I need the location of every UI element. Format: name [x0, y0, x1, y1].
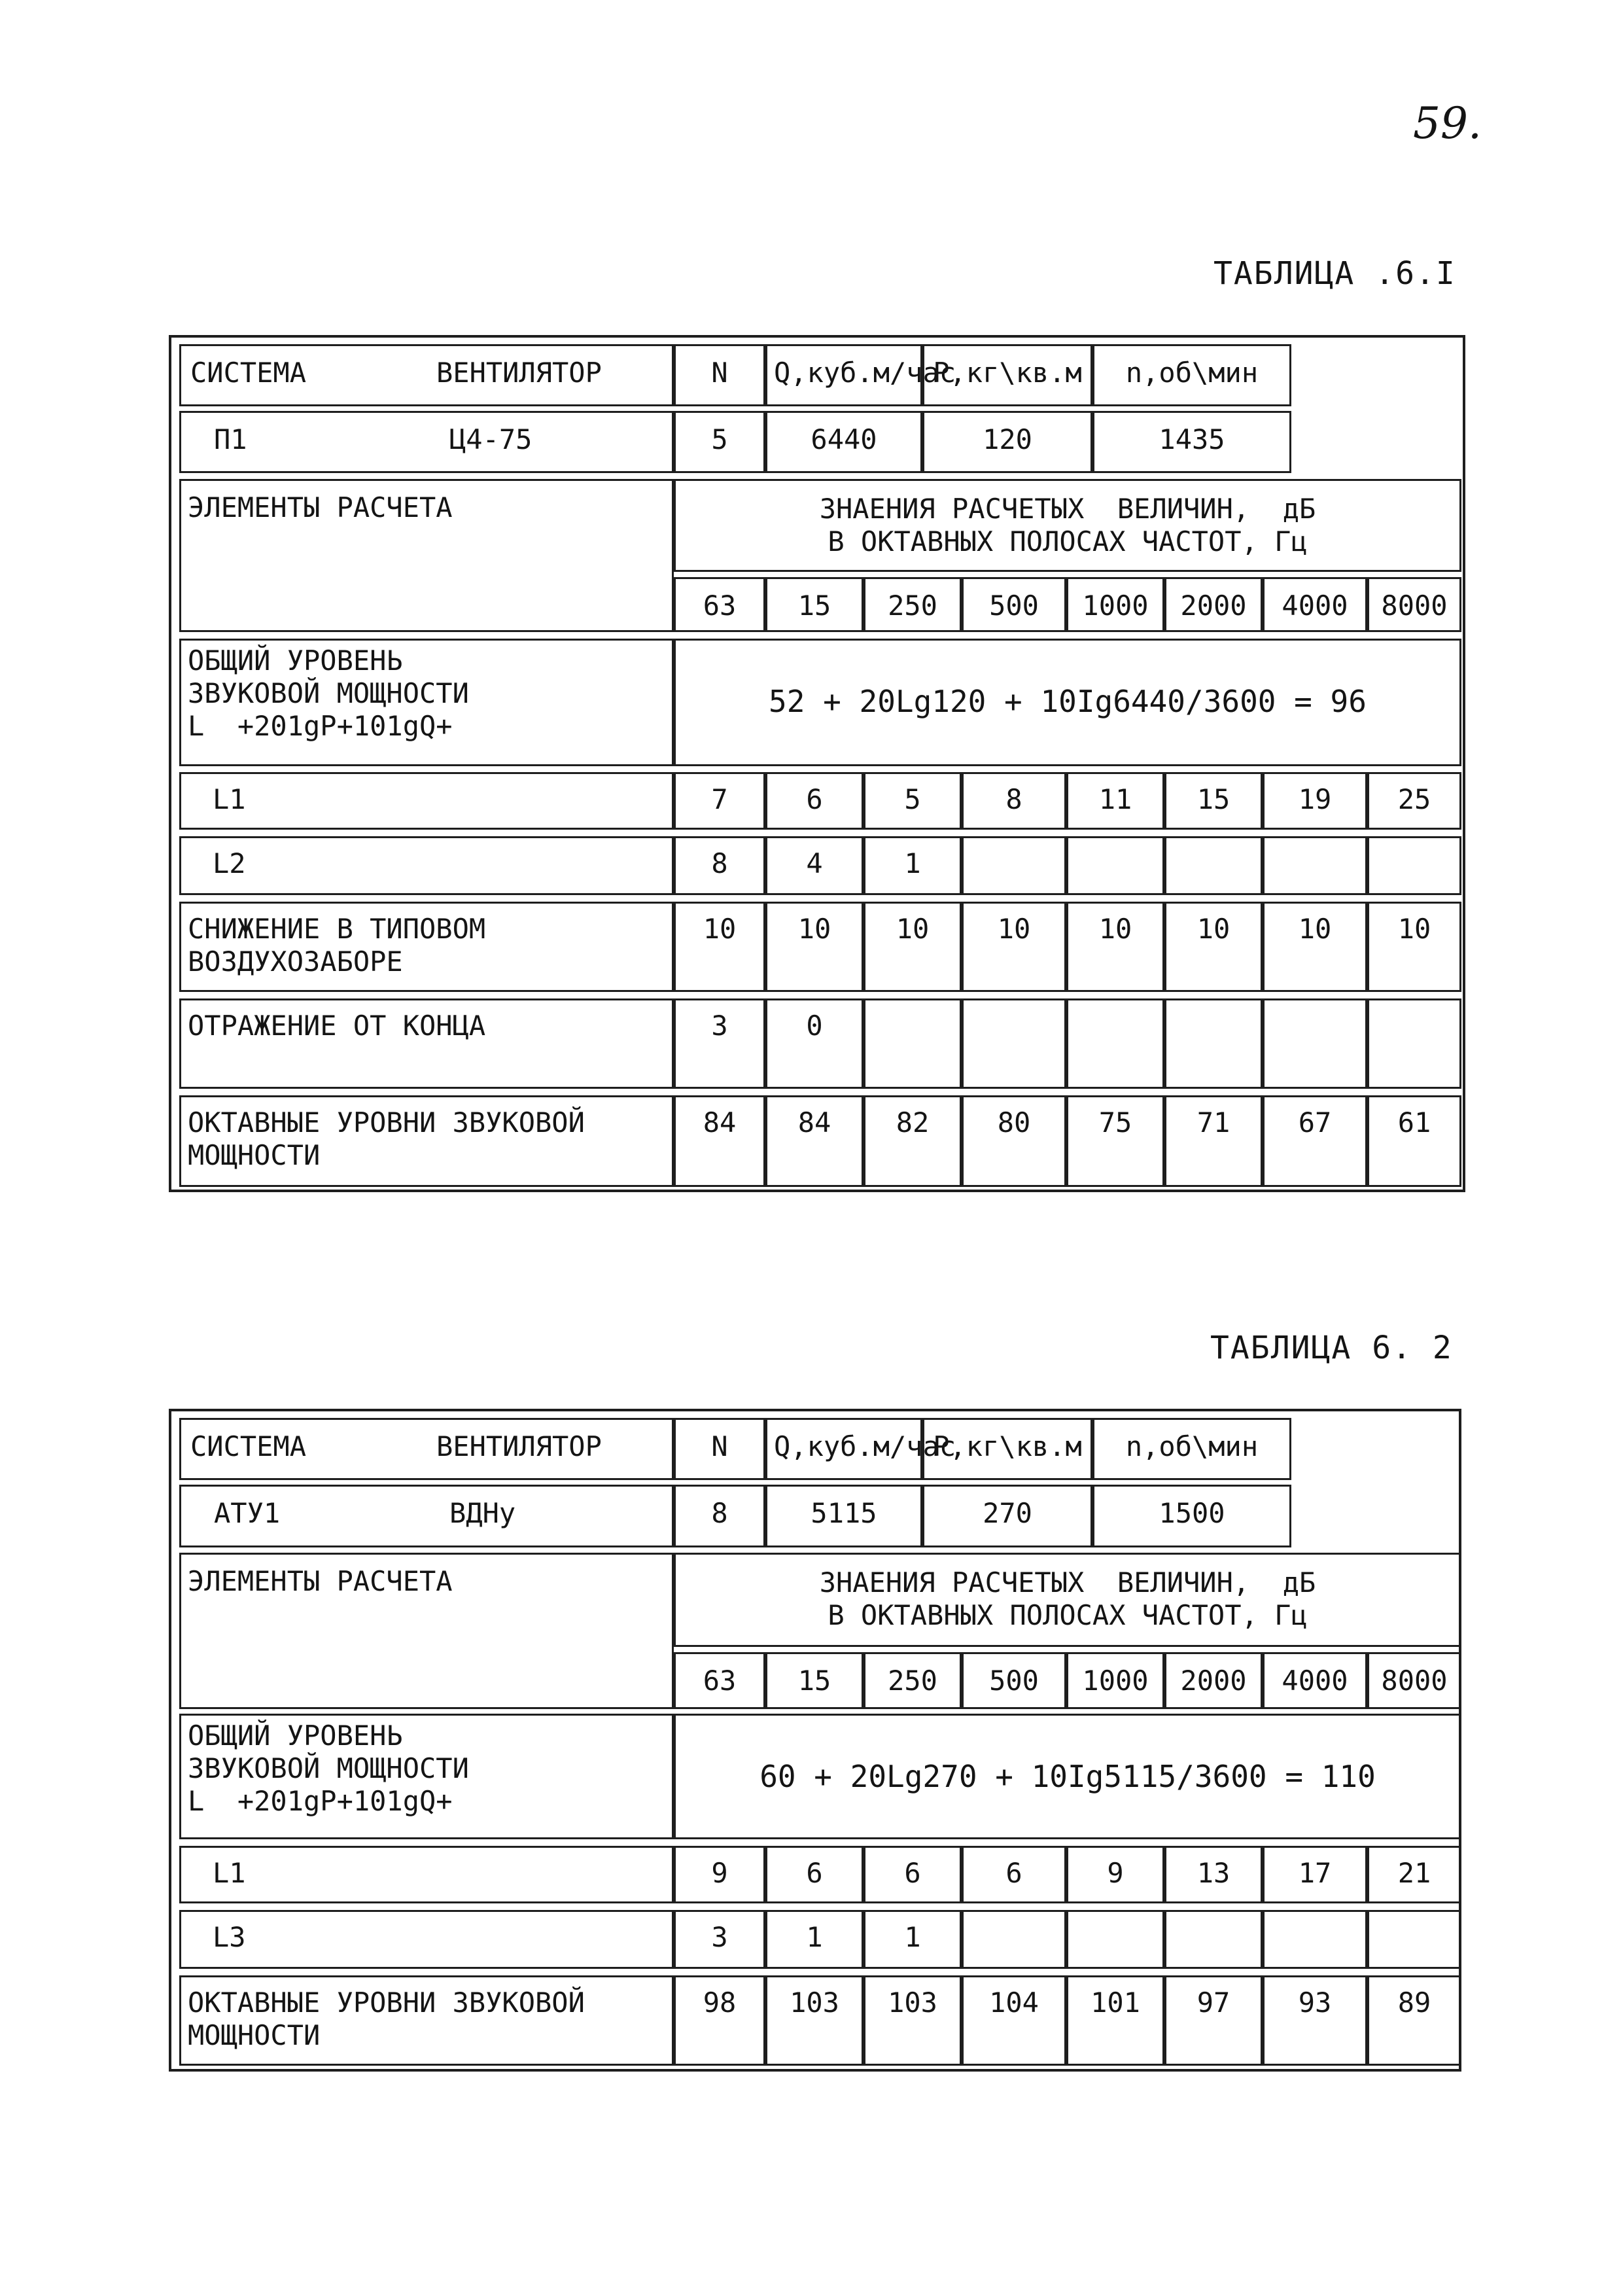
row-value-cell: [674, 772, 765, 830]
row-label-cell: [179, 1910, 674, 1969]
freq-label: 250: [888, 1665, 937, 1697]
value-n-cell: [674, 1485, 765, 1547]
row-value: 4: [806, 847, 823, 879]
row-label-line1: L3: [213, 1921, 246, 1953]
row-value: 10: [896, 913, 930, 945]
row-value-cell: [765, 1846, 864, 1903]
row-label-line1: ОКТАВНЫЕ УРОВНИ ЗВУКОВОЙ: [188, 1987, 585, 2019]
row-value-cell: [1367, 998, 1461, 1089]
value-p: 120: [983, 423, 1032, 455]
row-value: 80: [997, 1106, 1031, 1139]
row-value-cell: [1164, 902, 1263, 992]
row-value-cell: [1066, 1846, 1164, 1903]
row-label-cell: [179, 1975, 674, 2066]
freq-cell: [1164, 577, 1263, 632]
freq-label: 4000: [1282, 590, 1348, 622]
value-system-fan-cell: [179, 1485, 674, 1547]
row-label-cell: [179, 1846, 674, 1903]
row-value: 10: [703, 913, 737, 945]
row-value: 71: [1196, 1106, 1230, 1139]
freq-label: 2000: [1180, 1665, 1247, 1697]
row-value: 6: [806, 783, 823, 815]
row-value: 13: [1196, 1857, 1230, 1889]
row-value: 6: [904, 1857, 921, 1889]
total-line3: L +201gP+101gQ+: [188, 710, 453, 742]
row-value: 97: [1196, 1987, 1230, 2019]
row-value-cell: [1263, 1846, 1367, 1903]
row-value: 6: [1005, 1857, 1022, 1889]
row-value-cell: [765, 772, 864, 830]
row-value: 0: [806, 1010, 823, 1042]
elements-label: ЭЛЕМЕНТЫ РАСЧЕТА: [188, 1565, 453, 1597]
row-value-cell: [765, 836, 864, 895]
freq-label: 4000: [1282, 1665, 1348, 1697]
row-value-cell: [962, 1975, 1066, 2066]
header-rpm-cell: [1092, 1418, 1291, 1480]
table2-caption: ТАБЛИЦА 6. 2: [1210, 1330, 1453, 1366]
value-system: АТУ1: [214, 1497, 281, 1529]
row-value-cell: [864, 998, 962, 1089]
freq-cell: [1164, 1652, 1263, 1709]
freq-label: 2000: [1180, 590, 1247, 622]
row-value-cell: [1263, 1910, 1367, 1969]
header-fan: ВЕНТИЛЯТОР: [436, 1430, 602, 1462]
header-n: N: [711, 357, 728, 389]
row-value: 93: [1298, 1987, 1332, 2019]
header-n-cell: [674, 344, 765, 406]
row-value: 19: [1298, 783, 1332, 815]
value-q: 6440: [811, 423, 877, 455]
total-formula: 52 + 20Lg120 + 10Ig6440/3600 = 96: [769, 684, 1367, 719]
row-value-cell: [765, 1910, 864, 1969]
row-value-cell: [1367, 1975, 1461, 2066]
freq-label: 63: [703, 590, 737, 622]
total-line3: L +201gP+101gQ+: [188, 1785, 453, 1817]
total-line2: ЗВУКОВОЙ МОЩНОСТИ: [188, 1752, 469, 1784]
header-p: Р,кг\кв.м: [933, 357, 1082, 389]
freq-cell: [1263, 1652, 1367, 1709]
row-label-line1: ОКТАВНЫЕ УРОВНИ ЗВУКОВОЙ: [188, 1106, 585, 1139]
row-label-line1: ОТРАЖЕНИЕ ОТ КОНЦА: [188, 1010, 486, 1042]
row-value-cell: [962, 836, 1066, 895]
freq-cell: [1367, 1652, 1461, 1709]
value-n: 5: [711, 423, 728, 455]
row-value-cell: [674, 1846, 765, 1903]
row-value-cell: [1164, 1975, 1263, 2066]
row-value-cell: [674, 1910, 765, 1969]
values-title-line2: В ОКТАВНЫХ ПОЛОСАХ ЧАСТОТ, Гц: [828, 525, 1308, 557]
value-p: 270: [983, 1497, 1032, 1529]
header-system-fan-cell: [179, 344, 674, 406]
total-formula: 60 + 20Lg270 + 10Ig5115/3600 = 110: [759, 1759, 1376, 1794]
row-value-cell: [1263, 1095, 1367, 1187]
elements-label-cell: [179, 479, 674, 632]
row-value: 61: [1397, 1106, 1431, 1139]
freq-cell: [1066, 577, 1164, 632]
freq-label: 1000: [1082, 1665, 1149, 1697]
row-value: 3: [711, 1010, 728, 1042]
value-q-cell: [765, 1485, 922, 1547]
total-formula-cell: [674, 1714, 1461, 1839]
row-label-cell: [179, 902, 674, 992]
row-label-line1: СНИЖЕНИЕ В ТИПОВОМ: [188, 913, 486, 945]
row-value: 15: [1196, 783, 1230, 815]
table1: [169, 335, 1465, 1192]
value-rpm-cell: [1092, 1485, 1291, 1547]
row-value: 84: [703, 1106, 737, 1139]
row-value: 10: [1098, 913, 1132, 945]
row-value-cell: [765, 902, 864, 992]
total-line1: ОБЩИЙ УРОВЕНЬ: [188, 1720, 403, 1752]
freq-cell: [962, 577, 1066, 632]
page-number: 59.: [1413, 98, 1482, 149]
values-title-line1: ЗНАЕНИЯ РАСЧЕТЫХ ВЕЛИЧИН, дБ: [819, 493, 1316, 525]
row-value-cell: [1164, 1846, 1263, 1903]
row-value-cell: [674, 1095, 765, 1187]
row-value-cell: [864, 902, 962, 992]
freq-label: 250: [888, 590, 937, 622]
row-value-cell: [765, 1095, 864, 1187]
row-value-cell: [765, 1975, 864, 2066]
freq-label: 1000: [1082, 590, 1149, 622]
row-value-cell: [864, 1095, 962, 1187]
value-p-cell: [922, 1485, 1092, 1547]
row-value-cell: [962, 1846, 1066, 1903]
freq-label: 8000: [1381, 1665, 1448, 1697]
elements-label: ЭЛЕМЕНТЫ РАСЧЕТА: [188, 491, 453, 523]
row-value: 82: [896, 1106, 930, 1139]
header-system-fan-cell: [179, 1418, 674, 1480]
row-value-cell: [1263, 1975, 1367, 2066]
row-label-cell: [179, 998, 674, 1089]
row-value-cell: [962, 1910, 1066, 1969]
values-title-cell: [674, 479, 1461, 572]
freq-label: 15: [797, 1665, 831, 1697]
header-p-cell: [922, 344, 1092, 406]
row-value-cell: [1066, 836, 1164, 895]
row-value-cell: [1164, 836, 1263, 895]
row-value-cell: [1066, 998, 1164, 1089]
freq-cell: [1367, 577, 1461, 632]
row-value-cell: [864, 1846, 962, 1903]
row-value: 103: [790, 1987, 839, 2019]
row-value: 67: [1298, 1106, 1332, 1139]
row-value: 9: [1107, 1857, 1124, 1889]
value-fan: ВДНу: [449, 1497, 516, 1529]
row-value: 25: [1397, 783, 1431, 815]
header-system: СИСТЕМА: [190, 1430, 307, 1462]
row-value-cell: [1263, 772, 1367, 830]
value-system: П1: [214, 423, 247, 455]
row-value: 9: [711, 1857, 728, 1889]
row-value: 10: [1298, 913, 1332, 945]
value-rpm: 1500: [1159, 1497, 1225, 1529]
header-n: N: [711, 1430, 728, 1462]
header-system: СИСТЕМА: [190, 357, 307, 389]
header-rpm-cell: [1092, 344, 1291, 406]
row-value-cell: [1263, 902, 1367, 992]
row-value: 1: [904, 847, 921, 879]
header-q-cell: [765, 344, 956, 406]
row-value-cell: [1164, 998, 1263, 1089]
row-value: 10: [797, 913, 831, 945]
row-value-cell: [1367, 772, 1461, 830]
row-value: 104: [989, 1987, 1039, 2019]
row-value-cell: [674, 998, 765, 1089]
row-value: 75: [1098, 1106, 1132, 1139]
row-value: 11: [1098, 783, 1132, 815]
row-value: 101: [1091, 1987, 1140, 2019]
row-label-line1: L1: [213, 1857, 246, 1889]
value-q: 5115: [811, 1497, 877, 1529]
freq-cell: [674, 1652, 765, 1709]
row-label-cell: [179, 836, 674, 895]
row-value-cell: [962, 998, 1066, 1089]
row-value-cell: [765, 998, 864, 1089]
elements-label-cell: [179, 1553, 674, 1709]
freq-label: 500: [989, 590, 1039, 622]
row-label-line1: L2: [213, 847, 246, 879]
row-value-cell: [1164, 772, 1263, 830]
total-line1: ОБЩИЙ УРОВЕНЬ: [188, 645, 403, 677]
freq-cell: [1066, 1652, 1164, 1709]
row-value: 10: [1196, 913, 1230, 945]
total-label-cell: [179, 1714, 674, 1839]
row-value-cell: [962, 902, 1066, 992]
row-value-cell: [1367, 1095, 1461, 1187]
value-fan: Ц4-75: [449, 423, 532, 455]
values-title-line2: В ОКТАВНЫХ ПОЛОСАХ ЧАСТОТ, Гц: [828, 1599, 1308, 1631]
row-value: 7: [711, 783, 728, 815]
value-q-cell: [765, 411, 922, 473]
row-label-line1: L1: [213, 783, 246, 815]
row-value-cell: [1066, 772, 1164, 830]
row-value: 10: [997, 913, 1031, 945]
value-rpm: 1435: [1159, 423, 1225, 455]
row-value: 103: [888, 1987, 937, 2019]
row-value-cell: [962, 772, 1066, 830]
row-value-cell: [864, 772, 962, 830]
freq-cell: [674, 577, 765, 632]
total-formula-cell: [674, 639, 1461, 766]
row-value-cell: [1367, 1846, 1461, 1903]
header-rpm: n,об\мин: [1125, 1430, 1259, 1462]
row-value-cell: [674, 836, 765, 895]
values-title-line1: ЗНАЕНИЯ РАСЧЕТЫХ ВЕЛИЧИН, дБ: [819, 1566, 1316, 1598]
freq-cell: [765, 577, 864, 632]
row-value-cell: [1066, 1975, 1164, 2066]
value-n: 8: [711, 1497, 728, 1529]
freq-label: 15: [797, 590, 831, 622]
row-value-cell: [962, 1095, 1066, 1187]
header-fan: ВЕНТИЛЯТОР: [436, 357, 602, 389]
row-value-cell: [1367, 836, 1461, 895]
value-rpm-cell: [1092, 411, 1291, 473]
row-value: 6: [806, 1857, 823, 1889]
row-value: 98: [703, 1987, 737, 2019]
freq-label: 500: [989, 1665, 1039, 1697]
row-value-cell: [864, 1975, 962, 2066]
header-p: Р,кг\кв.м: [933, 1430, 1082, 1462]
value-system-fan-cell: [179, 411, 674, 473]
value-n-cell: [674, 411, 765, 473]
row-value: 3: [711, 1921, 728, 1953]
row-value-cell: [1263, 998, 1367, 1089]
header-n-cell: [674, 1418, 765, 1480]
row-value-cell: [1367, 1910, 1461, 1969]
row-value-cell: [1066, 902, 1164, 992]
table1-caption: ТАБЛИЦА .6.I: [1213, 255, 1456, 292]
row-value: 17: [1298, 1857, 1332, 1889]
freq-cell: [765, 1652, 864, 1709]
row-label-line2: МОЩНОСТИ: [188, 1139, 321, 1171]
row-value-cell: [1263, 836, 1367, 895]
row-value: 89: [1397, 1987, 1431, 2019]
row-value: 5: [904, 783, 921, 815]
header-q: Q,куб.м/час: [774, 1430, 956, 1462]
row-value-cell: [864, 1910, 962, 1969]
freq-label: 63: [703, 1665, 737, 1697]
total-label-cell: [179, 639, 674, 766]
values-title-cell: [674, 1553, 1461, 1647]
row-label-line2: ВОЗДУХОЗАБОРЕ: [188, 945, 403, 978]
row-value-cell: [674, 1975, 765, 2066]
freq-cell: [864, 1652, 962, 1709]
header-q: Q,куб.м/час: [774, 357, 956, 389]
row-value-cell: [1164, 1095, 1263, 1187]
row-value-cell: [1066, 1095, 1164, 1187]
header-p-cell: [922, 1418, 1092, 1480]
row-value: 10: [1397, 913, 1431, 945]
value-p-cell: [922, 411, 1092, 473]
row-label-line2: МОЩНОСТИ: [188, 2019, 321, 2051]
row-value-cell: [674, 902, 765, 992]
row-value: 84: [797, 1106, 831, 1139]
freq-label: 8000: [1381, 590, 1448, 622]
freq-cell: [864, 577, 962, 632]
row-value: 8: [1005, 783, 1022, 815]
row-value: 8: [711, 847, 728, 879]
table2: [169, 1409, 1461, 2072]
header-q-cell: [765, 1418, 956, 1480]
row-label-cell: [179, 772, 674, 830]
freq-cell: [962, 1652, 1066, 1709]
row-value: 1: [806, 1921, 823, 1953]
row-value-cell: [864, 836, 962, 895]
row-label-cell: [179, 1095, 674, 1187]
row-value-cell: [1066, 1910, 1164, 1969]
row-value-cell: [1367, 902, 1461, 992]
freq-cell: [1263, 577, 1367, 632]
total-line2: ЗВУКОВОЙ МОЩНОСТИ: [188, 677, 469, 709]
row-value-cell: [1164, 1910, 1263, 1969]
row-value: 1: [904, 1921, 921, 1953]
row-value: 21: [1397, 1857, 1431, 1889]
header-rpm: n,об\мин: [1125, 357, 1259, 389]
